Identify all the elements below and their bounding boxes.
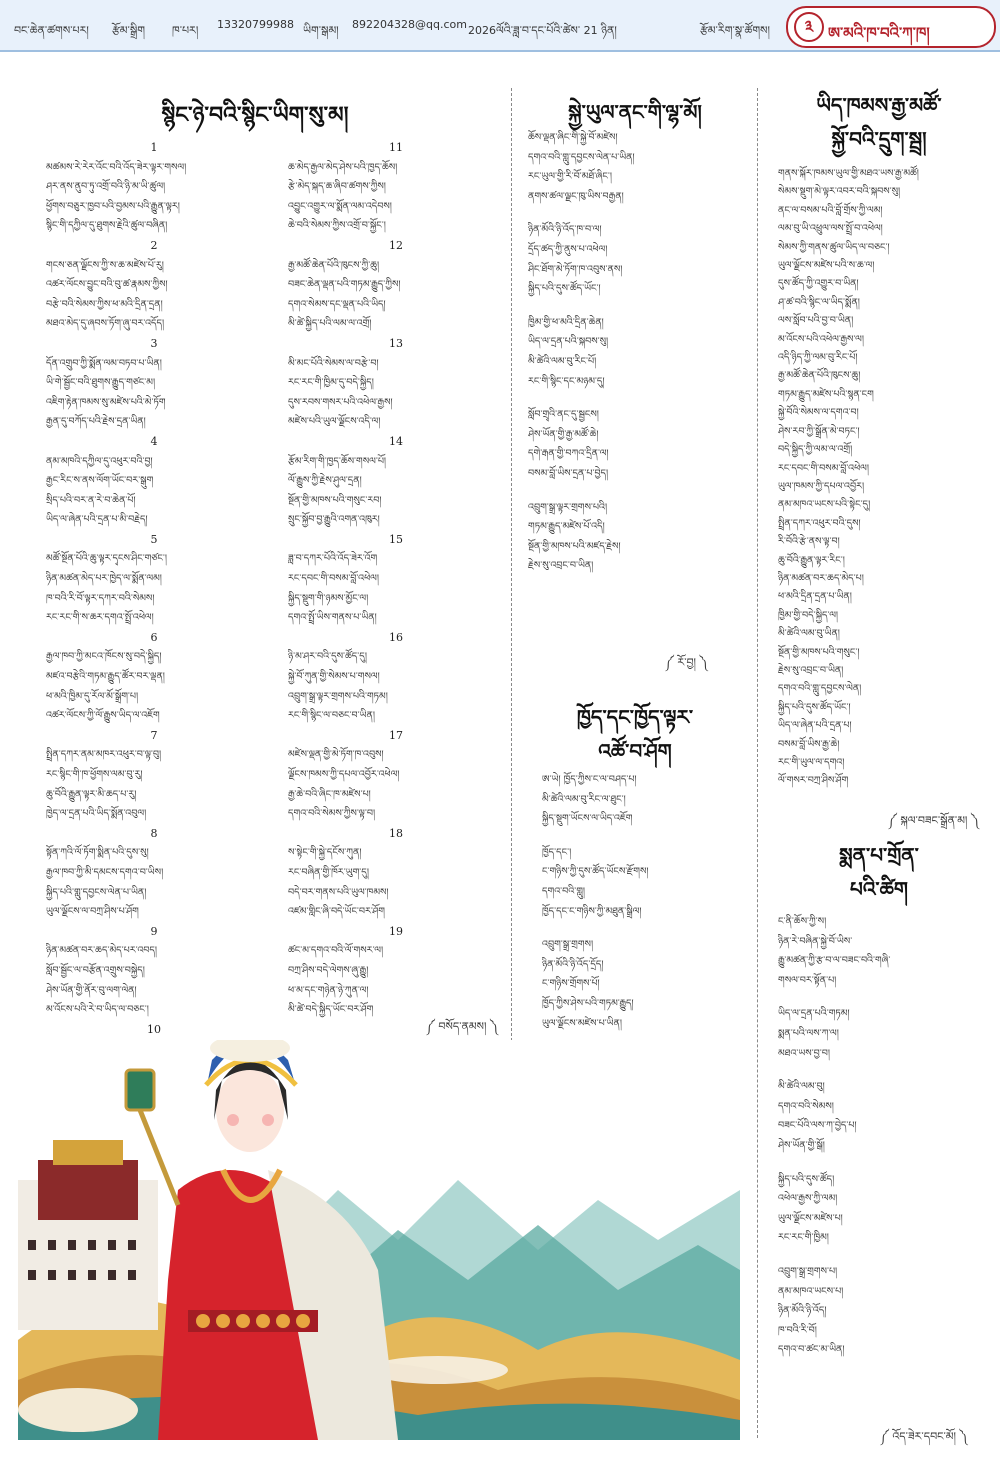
verse-line: ཡིད་ལ་དྲན་པའི་སྐབས་སུ། [528,336,609,348]
verse-line: གངས་ཅན་ལྗོངས་ཀྱི་ས་ཆ་མཛེས་པོ་རུ། [46,259,164,271]
verse-line: ཁྱིམ་གྱི་ཕ་མའི་དྲིན་ཆེན། [528,316,604,328]
prose-line: ཕ་མའི་དྲིན་དྲན་པ་ཡིན། [778,591,852,603]
verse-line: འཚར་ལོངས་ཀྱི་ལོ་རྒྱུས་ཡིད་ལ་འཇོག [46,710,160,722]
verse-line: ནམ་མཁའི་དཀྱིལ་དུ་འཕུར་བའི་བྱ། [46,455,153,467]
prose-line: བསམ་བློ་ཡིས་རྒྱ་ཆེ། [778,738,840,750]
verse-line: རྒྱལ་ཁབ་ཀྱི་མངའ་ཁོངས་སུ་བདེ་སྐྱིད། [46,651,162,663]
article1-column-left [46,138,262,1118]
stanza-gap [528,299,750,313]
verse-line: བཀྲ་ཤིས་བདེ་ལེགས་ཞུ་རྒྱུ། [288,964,369,976]
title-line: ཡིད་ཁམས་རྒྱ་མཚོ་ [816,93,942,117]
prose-line: ཤེས་རབ་ཀྱི་སྒྲོན་མེ་བཏང་། [778,425,860,437]
verse-line: སྲུང་སྐྱོབ་བྱ་རྒྱུའི་འགན་འཁུར། [288,514,380,526]
verse-line: ཉིན་རེ་བཞིན་སྐྱེ་བོ་ཡིས་ [778,935,853,947]
verse-line: ཟླ་བ་དཀར་པོའི་འོད་ཟེར་འོག [288,553,378,565]
verse-line: ཉིན་མཚན་མེད་པར་ཁྱེད་ལ་སྨོན་ལམ། [46,573,162,585]
verse-line: ཁྱོད་དང་། [542,846,572,858]
verse-line: རྒྱན་དུ་བཀོད་པའི་རྗེས་དྲན་ཡིན། [46,416,146,428]
email-address: 892204328@qq.com [352,18,467,31]
verse-line: བརྩེ་བའི་སེམས་ཀྱིས་ཕ་མའི་དྲིན་དྲན། [46,298,163,310]
verse-line: མི་ཚེའི་ལམ་བུ་རིང་ལ་ཐུང་། [542,793,626,805]
article5-title [764,838,994,906]
article4-title [764,88,994,156]
prose-line: མ་འོངས་པའི་འཕེལ་རྒྱས་ལ། [778,333,864,345]
prose-line: རང་དབང་གི་བསམ་བློ་འཕེལ། [778,462,870,474]
article1-column-right [288,138,504,1020]
stanza-number: 15 [389,532,403,546]
verse-line: དྲོད་ཚད་ཀྱི་ནུས་པ་འཕེལ། [528,243,608,255]
stanza-number: 5 [150,532,158,546]
verse-line: དགའ་བའི་གླུ་དབྱངས་ལེན་པ་ཡིན། [528,151,635,163]
stanza-number: 1 [150,141,158,154]
verse-line: རྒྱ་མཚོ་ཆེན་པོའི་ཁུངས་ཀྱི་ཆུ། [288,259,380,271]
title-line: འཚོ་བ་ཤོག [598,739,672,763]
author-name: རོ་བྱ། [677,656,696,669]
verse-line: འཕེལ་རྒྱས་ཀྱི་ལམ། [778,1193,838,1205]
prose-line: ཡུལ་ཁམས་ཀྱི་དཔལ་འབྱོར། [778,480,865,492]
stanza-gap [542,921,747,935]
verse-line: ཁ་བའི་རི་བོ། [778,1324,817,1336]
article2-title: སྐྱེ་ཡུལ་ནང་གི་ལྷ་མོ། [568,100,702,124]
verse-line: མཛེས་ལྡན་གྱི་མེ་ཏོག་ཁ་འབུས། [288,749,384,761]
prose-line: སྐྱིད་པའི་དུས་ཚོད་ཡོང་། [778,701,851,713]
verse-line: མ་འོངས་པའི་རེ་བ་ཡིད་ལ་བཅང་། [46,1004,149,1016]
verse-line: རྒྱུ་མཚན་ཀྱི་རྩ་བ་ལ་བཟང་བའི་གཞི་ [778,955,891,967]
verse-line: ཕ་མའི་ཁྱིམ་དུ་རོལ་མོ་སྒྲོག་པ། [46,690,139,702]
verse-line: སློབ་སྦྱོང་ལ་བརྩོན་འགྲུས་བསྐྱེད། [46,964,145,976]
verse-line: སྤྲིན་དཀར་ནམ་མཁར་འཕུར་བ་ལྟ་བུ། [46,749,162,761]
illustration-tibetan-woman [18,1040,740,1440]
editor-label: རྩོམ་སྒྲིག [112,24,146,37]
verse-line: སྐྱིད་སྡུག་ཡོངས་ལ་ཡིད་འཇོག [542,813,633,825]
verse-line: རང་བཞིན་གྱི་ཁོར་ཡུག་དུ། [288,866,369,878]
verse-line: ང་ནི་ཆོས་ཀྱི་ས། [778,916,827,927]
email-label: ཡིག་སྒམ། [303,24,339,37]
verse-line: འཇིག་རྟེན་ཁམས་སུ་མཛེས་པའི་མེ་ཏོག [46,396,166,408]
stanza-number: 3 [150,336,158,350]
stanza-number: 2 [150,238,158,252]
prose-line: འདི་ཉིད་ཀྱི་ལམ་བུ་རིང་པོ། [778,352,858,364]
article1-author: ༼ བསོད་ནམས། ༽ [426,1020,498,1033]
prose-line: ལས་སློབ་པའི་བྱ་བ་ཡིན། [778,315,854,327]
stanza-number: 18 [389,826,403,840]
verse-line: ཁྱོད་དང་ང་གཉིས་ཀྱི་མཐུན་སྒྲིལ། [542,905,642,917]
verse-line: རང་རང་གི་ཁྱིམ་དུ་བདེ་སྐྱིད། [288,377,374,389]
stanza-gap [528,206,750,220]
verse-line: ཉིན་མོའི་ཉི་འོད་ཁ་བ་ལ། [528,224,602,236]
verse-line: ཆོས་ལྡན་ཞིང་གི་སྐྱེ་བོ་མཛེས། [528,132,618,143]
verse-line: ཉི་མ་ཤར་བའི་དུས་ཚོད་དུ། [288,651,367,663]
page-logo [786,6,996,48]
verse-line: དགའ་སེམས་དང་ལྡན་པའི་ཡིད། [288,298,386,310]
verse-line: མི་ཚེའི་ལམ་བུ། [778,1081,825,1093]
verse-line: ལོ་རྒྱུས་ཀྱི་རྗེས་ཤུལ་དྲན། [288,475,362,487]
verse-line: ཡུལ་ལྗོངས་མཛེས་པ། [778,1212,843,1224]
verse-line: ཤིང་ཐོག་མེ་ཏོག་ཁ་འབུས་ནས། [528,263,623,275]
verse-line: དགའ་བའི་སེམས་ཀྱིས་ལྟ་བ། [288,808,376,820]
title-line: ཁྱོད་དང་ཁྱོད་ལྟར་ [576,705,694,729]
stanza-gap [778,1063,992,1077]
verse-line: ཡུལ་ལྗོངས་མཛེས་པ་ཡིན། [542,1017,622,1029]
prose-line: ལམ་བུ་ཡི་འཕྲུལ་ལས་སྤྲོ་བ་འཕེལ། [778,223,883,235]
article5-body [778,912,992,1360]
stanza-number: 13 [389,336,403,350]
verse-line: ཨ་ཡེ། ཁྱོད་ཀྱིས་ང་ལ་བཤད་པ། [542,774,637,785]
column-divider [757,88,758,1438]
verse-line: ཡི་གེ་སྦྱོང་བའི་ཐུགས་རྒྱུད་གཙང་མ། [46,377,156,389]
verse-line: རང་གི་སྙིང་དང་མཉམ་དུ། [528,375,605,387]
verse-line: ཚང་མ་དགའ་བའི་ལོ་གསར་ལ། [288,945,384,957]
prose-line: སེམས་ཀྱི་གནས་ཚུལ་ཡིད་ལ་བཅང་། [778,241,890,253]
verse-line: རྩེ་མེད་སྐད་ཆ་ཞིབ་ཚགས་ཀྱིས། [288,181,386,193]
verse-line: ནགས་ཚལ་ལྗང་ཁུ་ཡིས་བརྒྱན། [528,190,624,202]
stanza-number: 6 [150,630,158,644]
prose-line: ཡིད་ལ་ཞེན་པའི་དྲན་པ། [778,720,852,732]
page-number-icon: ༣ [794,12,824,42]
prose-line: ནང་ལ་བསམ་པའི་བློ་གྲོས་ཀྱི་ལམ། [778,204,883,216]
author-name: སྐལ་བཟང་སྒྲོན་མ། [900,814,968,827]
phone-label: ཁ་པར། [172,24,199,37]
stanza-number: 12 [389,238,403,252]
article5-author: ༼ འོད་ཟེར་དབང་མོ། ༽ [880,1430,968,1443]
prose-line: མི་ཚེའི་ལམ་བུ་ཡིན། [778,628,840,640]
verse-line: ཤེས་ཡོན་གྱི་རྒྱ་མཚོ་ཆེ། [528,428,599,440]
verse-line: དགའ་བའི་གླུ། [542,885,586,897]
verse-line: འབྲུག་སྒྲ་གྲགས། [542,939,594,951]
verse-line: སྨན་པའི་ལས་ཀ་ལ། [778,1027,839,1039]
verse-line: མཚོ་སྔོན་པོའི་ཆུ་ལྟར་དྭངས་ཤིང་གཙང་། [46,553,168,565]
verse-line: རང་ཡུལ་གྱི་རི་བོ་མཐོ་ཞིང་། [528,171,613,183]
title-line: སྨན་པ་གྲོན་ [839,843,919,867]
prose-line: དགའ་བའི་གླུ་དབྱངས་ལེན། [778,683,862,695]
logo-text: ཨ་མའི་ཁ་བའི་ཀ་ཁ། [828,24,930,42]
stanza-number: 11 [389,141,403,154]
verse-line: བསམ་བློ་ཡིས་དྲན་པ་བྱེད། [528,467,609,479]
verse-line: ཤེས་ཡོན་གྱི་ནོར་བུ་ལག་ལེན། [46,984,137,996]
verse-line: དགའ་སྤྲོ་ཡིས་གནས་པ་ཡིན། [288,612,377,624]
stanza-gap [528,484,750,498]
prose-line: རང་གི་ཡུལ་ལ་དགའ། [778,757,845,768]
prose-line: སེམས་སྡུག་མེ་ལྟར་འབར་བའི་སྐབས་སུ། [778,186,901,198]
article1-title: སྙིང་ཉེ་བའི་སྙིང་ཡིག་སུ་མ། [161,102,349,128]
verse-line: ང་གཉིས་ཀྱི་དུས་ཚོད་ཡོངས་རྫོགས། [542,866,649,878]
verse-line: དགའ་བའི་སེམས། [778,1100,834,1112]
verse-line: འབྲུག་སྒྲ་ལྟར་གྲགས་པའི་གཏམ། [288,690,388,702]
verse-line: ཆེ་བའི་སེམས་ཀྱིས་འགྲོ་བ་སྐྱོང་། [288,220,386,232]
verse-line: སློབ་གྲྭའི་ནང་དུ་སྦྱངས། [528,409,599,421]
verse-line: རྒྱ་ཆེ་བའི་ཞིང་ཁ་མཛེས་པ། [288,788,371,800]
verse-line: ཁ་བའི་རི་བོ་ལྟར་དཀར་བའི་སེམས། [46,592,155,604]
verse-line: མཐའ་ཡས་བྱ་བ། [778,1047,830,1059]
stanza-number: 14 [389,434,403,448]
verse-line: མི་ཚེ་བདེ་སྐྱིད་ཡོང་བར་ཤོག [288,1004,374,1016]
prose-line: རི་བོའི་རྩེ་ནས་ལྟ་བ། [778,536,840,548]
author-name: བསོད་ནམས། [438,1020,487,1033]
stanza-gap [778,1156,992,1170]
verse-line: ཉིན་མཚན་བར་ཆད་མེད་པར་འབད། [46,945,158,957]
prose-line: ཉིན་མཚན་བར་ཆད་མེད་པ། [778,572,864,584]
verse-line: འབྲུག་སྒྲ་གྲགས་པ། [778,1265,838,1277]
article2-author: ༼ རོ་བྱ། ༽ [665,656,708,669]
verse-line: རང་སྙིང་གི་ཁ་ཕྱོགས་ལམ་བུ་རུ། [46,769,143,780]
prose-line: གཏམ་རྒྱུད་མཛེས་པའི་སྙན་ངག [778,388,874,400]
stanza-number: 4 [150,434,158,448]
stanza-number: 8 [150,826,158,840]
verse-line: ཕྱོགས་བཅུར་ཁྱབ་པའི་བྱམས་པའི་རྒྱུན་ལྟར། [46,200,180,212]
prose-line: ཤ་ཚ་བའི་སྙིང་ལ་ཡིད་སྨོན། [778,296,860,308]
stanza-gap [528,391,750,405]
verse-line: དུས་རབས་གསར་པའི་འཕེལ་རྒྱས། [288,396,393,408]
verse-line: མི་མང་པོའི་སེམས་ལ་བརྩེ་བ། [288,357,379,369]
phone-number: 13320799988 [217,18,294,31]
verse-line: འཚར་ལོངས་བྱུང་བའི་བུ་ཚ་རྣམས་ཀྱིས། [46,279,168,291]
verse-line: གཏམ་རྒྱུད་མཛེས་པོ་འདི། [528,521,605,533]
verse-line: ཕ་མ་དང་གཉེན་ཉེ་ཀུན་ལ། [288,984,369,996]
verse-line: ཡུལ་ལྗོངས་ལ་བཀྲ་ཤིས་པ་ཤོག [46,906,139,918]
verse-line: ནམ་མཁའ་ཡངས་པ། [778,1285,844,1297]
verse-line: ཤར་ནས་ནུབ་ཏུ་འགྲོ་བའི་ཉི་མ་ཡི་ཚུལ། [46,181,166,193]
stanza-number: 17 [389,728,403,742]
verse-line: བདེ་བར་གནས་པའི་ཡུལ་ཁམས། [288,886,389,898]
verse-line: རང་རང་གི་ས་ཆར་དགའ་སྤྲོ་འཕེལ། [46,612,154,624]
prose-line: གནས་སྐོར་ཁམས་ཡུལ་གྱི་མཐའ་ཡས་རྒྱ་མཚོ། [778,168,919,179]
prose-line: སྔོན་གྱི་མཁས་པའི་གསུང་། [778,646,860,658]
verse-line: ཆུ་བོའི་རྒྱུན་ལྟར་མི་ཆད་པ་རུ། [46,788,137,800]
verse-line: མཚམས་རེ་རེར་འོང་བའི་འོད་ཟེར་ལྟར་གསལ། [46,161,187,173]
verse-line: ཡིད་ལ་ཞེན་པའི་དྲན་པ་མི་བརྗེད། [46,514,148,526]
verse-line: ཡིད་ལ་དྲན་པའི་གཏམ། [778,1008,850,1020]
stanza-number: 7 [150,728,158,742]
verse-line: རང་རང་གི་ཁྱིམ། [778,1232,829,1244]
article4-body [778,165,992,791]
verse-line: ཁྱེད་ལ་དྲན་པའི་ཡིད་སྨོན་འབུལ། [46,808,147,820]
article4-author: ༼ སྐལ་བཟང་སྒྲོན་མ། ༽ [888,814,979,827]
section-name: རྩོམ་རིག་སྣ་ཚོགས། [700,24,770,37]
title-line: སྐྱོ་བའི་དྲུག་སྦྲ། [831,127,927,151]
verse-line: དགའ་བ་ཚང་མ་ཡིན། [778,1344,845,1356]
stanza-number: 10 [147,1022,161,1036]
prose-line: ཆུ་བོའི་རྒྱུན་ལྟར་རིང་། [778,554,845,566]
verse-line: འབྲུག་སྒྲ་ལྟར་གྲགས་པའི། [528,501,608,513]
verse-line: སྐྱིད་པའི་གླུ་དབྱངས་ལེན་པ་ཡིན། [46,886,147,898]
issue-date: 2026ལོའི་ཟླ་བ་དང་པོའི་ཚེས་ 21 ཉིན། [468,24,617,37]
verse-line: རྒྱང་རིང་ས་ནས་ལོག་ཡོང་བར་སྒུག [46,475,154,487]
verse-line: སྔོན་གྱི་མཁས་པའི་གསུང་རབ། [288,494,382,506]
stanza-number: 19 [389,924,403,938]
verse-line: ཤེས་ཡོན་གྱི་སྒོ། [778,1139,825,1151]
verse-line: རང་དབང་གི་བསམ་བློ་འཕེལ། [288,573,380,585]
verse-line: ཉིན་མོའི་ཉི་འོད། [778,1305,827,1317]
verse-line: སྲིད་པའི་བར་ན་རེ་བ་ཆེན་པོ། [46,494,136,506]
prose-line: དུས་ཚོད་ཀྱི་འགྱུར་བ་ཡིན། [778,278,859,290]
verse-line: འཛམ་གླིང་ཞི་བདེ་ཡོང་བར་ཤོག [288,906,385,918]
verse-line: སྟོན་ཀའི་ལོ་ཏོག་སྨིན་པའི་དུས་སུ། [46,847,149,859]
prose-line: སྐྱེ་བོའི་སེམས་ལ་དགའ་བ། [778,407,859,419]
stanza-gap [542,829,747,843]
prose-line: ཡུལ་ལྗོངས་མཛེས་པའི་ས་ཆ་ལ། [778,260,875,272]
title-line: པའི་ཚིག [850,877,908,901]
paper-title: བང་ཆེན་ཚགས་པར། [14,24,89,37]
stanza-number: 9 [150,924,158,938]
prose-line: སྤྲིན་དཀར་འཕུར་བའི་དུས། [778,517,861,529]
verse-line: མཐའ་མེད་དུ་ཞབས་ཏོག་ཞུ་བར་འདོད། [46,318,165,330]
stanza-number: 16 [389,630,403,644]
prose-line: རྒྱ་མཚོ་ཆེན་པོའི་ཁུངས་ཆུ། [778,370,861,382]
article3-title [520,700,750,768]
prose-line: བདེ་སྐྱིད་ཀྱི་ལམ་ལ་འགྲོ། [778,444,853,456]
verse-line: སྐྱིད་པའི་དུས་ཚོད་ཡོང་། [528,283,601,295]
verse-line: འབྱུང་འགྱུར་ལ་སྨོན་ལམ་འདེབས། [288,200,392,212]
illustration-svg [18,1040,740,1440]
verse-line: ཁྱོད་ཀྱིས་ཤེས་པའི་གཏམ་རྒྱུད། [542,997,634,1009]
prose-line: རྗེས་སུ་འབྲང་བ་ཡིན། [778,664,844,676]
verse-line: དགེ་རྒན་གྱི་བཀའ་དྲིན་ལ། [528,448,609,460]
prose-line: ལོ་གསར་བཀྲ་ཤིས་ཤོག [778,775,849,787]
verse-line: བཟང་ཆེན་ལྡན་པའི་གཏམ་རྒྱུད་ཀྱིས། [288,279,401,291]
verse-line: རང་གི་སྙིང་ལ་བཅང་བ་ཡིན། [288,710,375,722]
verse-line: སྐྱེ་བོ་ཀུན་གྱི་སེམས་པ་གསལ། [288,671,380,683]
verse-line: བཟང་པོའི་ལས་ཀ་བྱེད་པ། [778,1120,857,1132]
verse-line: ཆ་མེད་རྒྱལ་མེད་ཤེས་པའི་ཁྱད་ཆོས། [288,161,398,173]
verse-line: སྙིང་གི་དཀྱིལ་དུ་ཐུགས་རྗེའི་ཚུལ་བཞིན། [46,220,168,232]
prose-line: ནམ་མཁའ་ཡངས་པའི་སྟེང་དུ། [778,499,871,511]
verse-line: ང་གཉིས་གྲོགས་པོ། [542,978,600,990]
verse-line: ལྗོངས་ཁམས་ཀྱི་དཔལ་འབྱོར་འཕེལ། [288,769,400,780]
verse-line: གསལ་བར་སྟོན་པ། [778,974,837,986]
verse-line: མི་ཚེ་སྐྱིད་པའི་ལམ་ལ་འགྲོ། [288,318,372,330]
prose-line: ཁྱིམ་གྱི་བདེ་སྐྱིད་ལ། [778,609,839,621]
verse-line: མི་ཚེའི་ལམ་བུ་རིང་པོ། [528,355,597,367]
verse-line: མཛེས་པའི་ཡུལ་ལྗོངས་འདི་ལ། [288,416,381,428]
stanza-gap [778,990,992,1004]
article2-body [528,128,750,576]
verse-line: ས་སྟེང་གི་སྐྱེ་དངོས་ཀུན། [288,847,362,859]
column-divider [511,88,512,1196]
verse-line: རྒྱལ་ཁབ་ཀྱི་མི་དམངས་དགའ་བ་ཡིས། [46,866,164,878]
verse-line: སྔོན་གྱི་མཁས་པའི་མཛད་རྗེས། [528,540,621,552]
verse-line: སྐྱིད་པའི་དུས་ཚོད། [778,1173,835,1185]
verse-line: དོན་འགྲུབ་ཀྱི་སྨོན་ལམ་བཏབ་པ་ཡིན། [46,357,162,369]
author-name: འོད་ཟེར་དབང་མོ། [892,1430,956,1443]
verse-line: རྩོམ་རིག་གི་ཁྱད་ཆོས་གསལ་པོ། [288,455,387,467]
masthead [0,0,1000,52]
verse-line: ཉིན་མོའི་ཉི་འོད་དྲོད། [542,958,604,970]
verse-line: སྐྱིད་སྡུག་གི་ཉམས་མྱོང་ལ། [288,592,369,604]
stanza-gap [778,1248,992,1262]
verse-line: མཛའ་བརྩེའི་གཏམ་རྒྱུད་ཚོར་བར་ལྡན། [46,671,165,683]
verse-line: རྗེས་སུ་འབྲང་བ་ཡིན། [528,560,594,572]
